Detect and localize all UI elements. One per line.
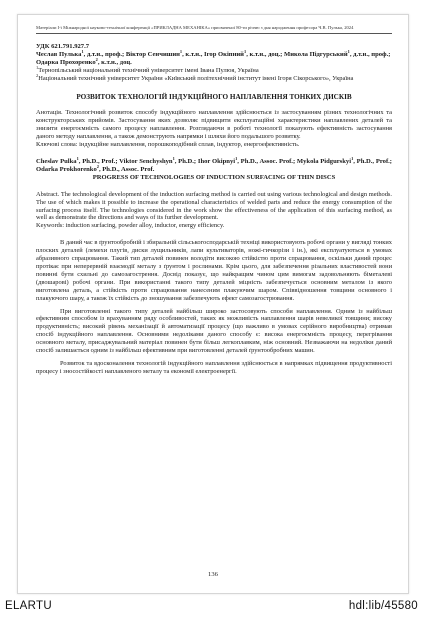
author-role: , к.т.н., доц. xyxy=(97,59,132,67)
paper-title-ua: РОЗВИТОК ТЕХНОЛОГІЙ ІНДУКЦІЙНОГО НАПЛАВЛЕННЯ ТОНКИХ ДИСКІВ xyxy=(76,92,352,101)
affiliation-text: Тернопільський національний технічний університет імені Івана Пулюя, Україна xyxy=(38,67,259,75)
page-number: 136 xyxy=(208,571,218,578)
author-role: , д.т.н., проф.; xyxy=(349,51,391,59)
page-content xyxy=(36,25,392,381)
author-sup: 1 xyxy=(172,155,175,161)
author-name: Віктор Сенчишин xyxy=(125,51,180,59)
affiliation-1 xyxy=(36,67,392,75)
author-role: , д.т.н., проф.; xyxy=(83,51,126,59)
author-name: Микола Підгурський xyxy=(284,51,348,59)
author-sup: 2 xyxy=(96,163,99,169)
body-paragraph-1: В даний час в ґрунтообробній і збиральній сільськогосподарській техніці використовують робочі органи у вигляді тонких плоских деталей (лемехи плугів, диски лущильників, лапи культиваторів, ножі-гичкорізи і ін.), які експлуатуються в умовах абразивного спрацювання. Такий тип деталей повинен володіти високою стійкістю проти спрацювання, оскільки даний процес протікає при неперервній взаємодії металу з ґрунтом і рослинами. Крім цього, для забезпечення різальних властивостей вони повинні бути схильні до самозагострення. Досвід показує, що найкращим чином цим вимогам задовольняють біметалеві (двошарові) робочі органи. При використанні такого типу деталей міцність забезпечується основним металом із якого виготовлена деталь, а стійкість проти спрацювання нанесеним плакуючим шаром. Співвідношення товщини основного і плакуючого шару, а також їх стійкість до зношування забезпечують ефект самозагострювання. xyxy=(36,239,392,302)
author-name: Ігор Окіпний xyxy=(204,51,244,59)
keywords-en: Keywords: induction surfacing, powder alloy, inductor, energy efficiency. xyxy=(36,222,225,230)
body-paragraph-2: При виготовленні такого типу деталей найбільш широко застосовують способи наплавлення. Одним із найбільш ефективним способом із врахуванням ряду особливостей, таких як можливість наплавлення шарів невеликої товщини; високу продуктивність; високий рівень механізації й автоматизації процесу (що важливо в умовах серійного виробництва) отримав спосіб індукційного наплавлення. Основними недоліками даного способу є: висока енергоємність процесу, перегрівання основного металу, присаджувальний матеріал повинен бути більш легкоплавким, ніж основний. Незважаючи на недоліки даний спосіб залишається одним із найбільш ефективним при виготовленні деталей ґрунтообробних машин. xyxy=(36,307,392,355)
author-sup: 1 xyxy=(76,155,79,161)
conference-header-note: Матеріали I-ї Міжнародної науково-технічної конференції «ПРИКЛАДНА МЕХАНІКА» присвяченої 80-ти річчю з дня народження професора Ч.В. Пулька, 2024 xyxy=(36,25,392,34)
keywords-ua: Ключові слова: індукційне наплавлення, порошкоподібний сплав, індуктор, енергоефективність. xyxy=(36,140,300,148)
author-sup: 1 xyxy=(81,49,84,55)
body-paragraph-3: Розвиток та вдосконалення технологій індукційного наплавлення здійснюється в напрямках підвищення продуктивності процесу і зносостійкості наплавленого металу та економії електроенергії. xyxy=(36,359,392,375)
author-sup: 1 xyxy=(347,49,350,55)
repository-label: ELARTU xyxy=(5,600,52,612)
author-sup: 1 xyxy=(179,49,183,55)
author-name: Mykola Pidgurskyi xyxy=(296,157,352,165)
author-sup: 1 xyxy=(235,155,238,161)
paper-title-en: PROGRESS OF TECHNOLOGIES OF INDUCTION SURFACING OF THIN DISCS xyxy=(92,173,336,181)
author-sup: 1 xyxy=(351,155,354,161)
author-sup: 1 xyxy=(243,49,247,55)
affiliation-sup: 1 xyxy=(36,65,39,71)
author-name: Odarka Prokhorenko xyxy=(36,165,97,173)
author-role: , Ph.D., Assoc. Prof.; xyxy=(237,157,297,165)
author-role: , Ph.D., Prof.; xyxy=(353,157,392,165)
affiliation-2 xyxy=(36,72,392,83)
author-role: , к.т.н., доц.; xyxy=(246,51,283,59)
author-role: , Ph.D.; xyxy=(174,157,198,165)
affiliation-text: Національний технічний університет України «Київський політехнічний інститут імені Ігоря Сікорського», Україна xyxy=(38,75,354,82)
author-name: Чеслав Пулька xyxy=(36,51,82,59)
author-role: , к.т.н., xyxy=(182,51,205,59)
author-sup: 2 xyxy=(95,57,98,63)
author-name: Одарка Прохоренко xyxy=(36,59,96,67)
abstract-en: Abstract. The technological development of the induction surfacing method is carried out using various technological and design methods. The use of which makes it possible to increase the operational characteristics of welded parts and reduce the energy consumption of the surfacing process itself. The technologies considered in the work show the effectiveness of the application of this surfacing method, as well as demonstrate the directions and ways of its further development. xyxy=(36,190,392,222)
authors-en xyxy=(36,155,392,174)
author-name: Cheslav Pulka xyxy=(36,157,77,165)
document-page xyxy=(17,14,409,594)
udk-code: УДК 621.791.927.7 xyxy=(36,43,90,51)
author-role: , Ph.D., Prof.; xyxy=(78,157,120,165)
affiliation-sup: 2 xyxy=(36,72,39,78)
abstract-ua: Анотація. Технологічний розвиток способу індукційного наплавлення здійснюється із застосуванням різних технологічних та конструкторських прийомів. Застосування яких дозволяє підвищити експлуатаційні характеристики наплавлених деталей та знизити енергоємність самого процесу наплавлення. Розглядаючи в роботі технології показують ефективність застосування даного методу наплавлення, а також демонструють напрямки і шляхи його подальшого розвитку. xyxy=(36,109,392,140)
author-name: Viktor Senchyshyn xyxy=(119,157,173,165)
author-role: , Ph.D., Assoc. Prof. xyxy=(98,165,155,173)
handle-identifier: hdl:lib/45580 xyxy=(348,600,418,612)
authors-ua xyxy=(36,51,392,67)
author-name: Ihor Okipnyi xyxy=(197,157,236,165)
